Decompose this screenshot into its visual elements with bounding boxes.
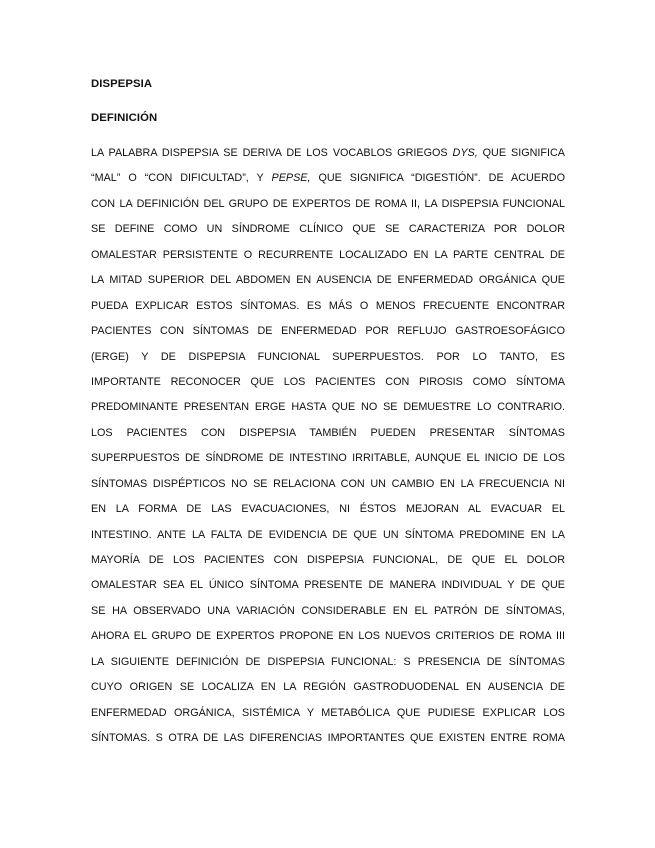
text-fragment: SE HA OBSERVADO UNA VARIACIÓN CONSIDERABLE EN EL PATRÓN DE SÍNTOMAS, (91, 604, 565, 617)
text-fragment: (ERGE) Y DE DISPEPSIA FUNCIONAL SUPERPUESTOS. POR LO TANTO, ES (91, 350, 565, 363)
text-fragment: PACIENTES CON SÍNTOMAS DE ENFERMEDAD POR REFLUJO GASTROESOFÁGICO (91, 325, 565, 338)
text-fragment: QUE SIGNIFICA (477, 147, 565, 159)
text-fragment: LOS PACIENTES CON DISPEPSIA TAMBIÉN PUEDEN PRESENTAR SÍNTOMAS (91, 426, 565, 439)
text-fragment: QUE SIGNIFICA “DIGESTIÓN”. DE ACUERDO (310, 172, 565, 185)
paragraph-line (91, 500, 565, 525)
text-fragment: OMALESTAR PERSISTENTE O RECURRENTE LOCALIZADO EN LA PARTE CENTRAL DE (91, 248, 565, 261)
section-heading: DEFINICIÓN (91, 112, 158, 124)
paragraph-line (91, 526, 565, 551)
paragraph-line (91, 424, 565, 449)
text-fragment: MAYORÍA DE LOS PACIENTES CON DISPEPSIA FUNCIONAL, DE QUE EL DOLOR (91, 554, 565, 566)
text-fragment: LA MITAD SUPERIOR DEL ABDOMEN EN AUSENCIA DE ENFERMEDAD ORGÁNICA QUE (91, 274, 565, 287)
paragraph-line (91, 297, 565, 322)
paragraph-line (91, 704, 565, 729)
text-fragment: SÍNTOMAS. S OTRA DE LAS DIFERENCIAS IMPORTANTES QUE EXISTEN ENTRE ROMA (91, 732, 565, 745)
text-fragment: IMPORTANTE RECONOCER QUE LOS PACIENTES CON PIROSIS COMO SÍNTOMA (91, 375, 565, 388)
text-fragment: CON LA DEFINICIÓN DEL GRUPO DE EXPERTOS DE ROMA II, LA DISPEPSIA FUNCIONAL (91, 197, 565, 210)
text-fragment: SÍNTOMAS DISPÉPTICOS NO SE RELACIONA CON UN CAMBIO EN LA FRECUENCIA NI (91, 477, 565, 490)
text-fragment: “MAL” O “CON DIFICULTAD”, Y (91, 172, 272, 185)
italic-term: PEPSE, (271, 172, 311, 185)
paragraph-line (91, 602, 565, 627)
paragraph-line (91, 653, 565, 678)
document-title: DISPEPSIA (91, 78, 153, 90)
italic-term: DYS, (452, 147, 478, 159)
paragraph-line (91, 449, 565, 474)
text-fragment: PREDOMINANTE PRESENTAN ERGE HASTA QUE NO SE DEMUESTRE LO CONTRARIO. (91, 401, 565, 414)
paragraph-line (91, 322, 565, 347)
paragraph-line (91, 551, 565, 576)
text-fragment: ENFERMEDAD ORGÁNICA, SISTÉMICA Y METABÓLICA QUE PUDIESE EXPLICAR LOS (91, 706, 565, 719)
paragraph-line (91, 246, 565, 271)
paragraph-line (91, 373, 565, 398)
text-fragment: CUYO ORIGEN SE LOCALIZA EN LA REGIÓN GASTRODUODENAL EN AUSENCIA DE (91, 681, 565, 694)
text-fragment: LA SIGUIENTE DEFINICIÓN DE DISPEPSIA FUNCIONAL: S PRESENCIA DE SÍNTOMAS (91, 655, 565, 668)
paragraph-line (91, 475, 565, 500)
paragraph-line (91, 729, 565, 754)
text-fragment: PUEDA EXPLICAR ESTOS SÍNTOMAS. ES MÁS O MENOS FRECUENTE ENCONTRAR (91, 299, 565, 312)
paragraph-line (91, 169, 565, 194)
text-fragment: EN LA FORMA DE LAS EVACUACIONES, NI ÉSTOS MEJORAN AL EVACUAR EL (91, 503, 565, 516)
paragraph-line (91, 348, 565, 373)
paragraph-line (91, 220, 565, 245)
paragraph-line (91, 627, 565, 652)
text-fragment: SE DEFINE COMO UN SÍNDROME CLÍNICO QUE SE CARACTERIZA POR DOLOR (91, 223, 565, 236)
paragraph-line (91, 195, 565, 220)
body-paragraph (91, 144, 565, 755)
text-fragment: LA PALABRA DISPEPSIA SE DERIVA DE LOS VOCABLOS GRIEGOS (91, 147, 453, 159)
text-fragment: OMALESTAR SEA EL ÚNICO SÍNTOMA PRESENTE DE MANERA INDIVIDUAL Y DE QUE (91, 579, 565, 592)
text-fragment: SUPERPUESTOS DE SÍNDROME DE INTESTINO IRRITABLE, AUNQUE EL INICIO DE LOS (91, 452, 565, 465)
paragraph-line (91, 678, 565, 703)
text-fragment: AHORA EL GRUPO DE EXPERTOS PROPONE EN LOS NUEVOS CRITERIOS DE ROMA III (91, 630, 565, 643)
paragraph-line (91, 398, 565, 423)
paragraph-line (91, 576, 565, 601)
paragraph-line (91, 271, 565, 296)
text-fragment: INTESTINO. ANTE LA FALTA DE EVIDENCIA DE QUE UN SÍNTOMA PREDOMINE EN LA (91, 528, 565, 541)
paragraph-line (91, 144, 565, 169)
